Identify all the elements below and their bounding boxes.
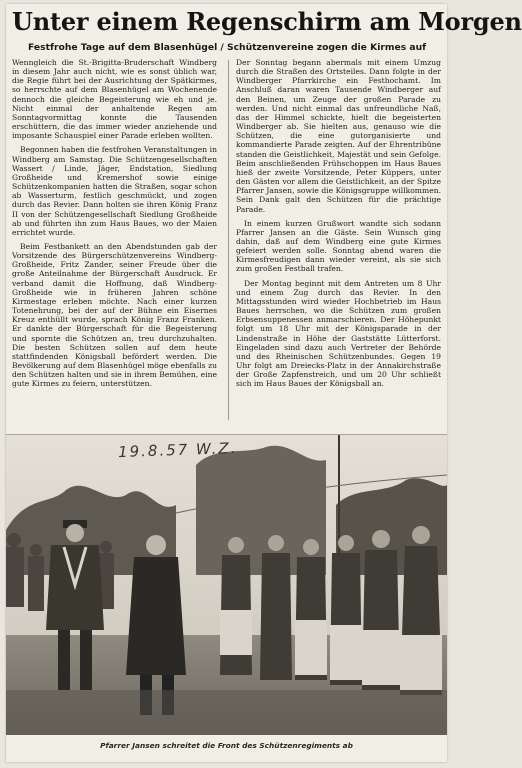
article-column-left	[12, 58, 217, 393]
paragraph: Begonnen haben die festfrohen Veranstaltungen in Windberg am Samstag. Die Schützengesellschaften Wassert / Linde, Jäger, Endstation, Siedlung Großheide und Kremershof sowie einige Schützenkompanien hatten die Straßen, sogar schon ab Wasserturm, festlich geschmückt, und zogen durch das Revier. Dann holten sie ihren König Franz II von der Schützengesellschaft Siedlung Großheide ab und führten ihn zum Haus Baues, wo der Maien errichtet wurde.	[12, 145, 217, 237]
paragraph: Wenngleich die St.-Brigitta-Bruderschaft Windberg in diesem Jahr auch nicht, wie es sonst üblich war, die Regie führt bei der Ausrichtung der Spätkirmes, so herrschte auf dem Blasenhügel am Wochenende dennoch die gleiche Begeisterung wie eh und je. Nicht einmal der anhaltende Regen am Sonntagvormittag konnte die Tausenden erschüttern, die das immer wieder anziehende und imposante Schauspiel einer Parade erleben wollten.	[12, 58, 217, 141]
paragraph: In einem kurzen Grußwort wandte sich sodann Pfarrer Jansen an die Gäste. Sein Wunsch ging dahin, daß auf dem Windberg eine gute Kirmes gefeiert werden solle. Sonntag abend waren die Kirmesfreudigen dann wieder vereint, als sie sich zum großen Festball trafen.	[236, 218, 441, 274]
column-divider	[228, 60, 229, 420]
article-subheadline: Festfrohe Tage auf dem Blasenhügel / Schützenvereine zogen die Kirmes auf	[28, 42, 427, 53]
paragraph: Beim Festbankett an den Abendstunden gab der Vorsitzende des Bürgerschützenvereins Windberg-Großheide, Fritz Zander, seiner Freude über die große Anteilnahme der Bürgerschaft Ausdruck. Er verband damit die Hoffnung, daß Windberg-Großheide wie in früheren Jahren schöne Kirmestage erleben möchte. Nach einer kurzen Totenehrung, bei der auf der Bühne ein Eisernes Kreuz enthüllt wurde, sprach König Franz Franken. Er dankte der Bürgerschaft für die Begeisterung und spornte die Schützen an, treu durchzuhalten. Die besten Schützen sollen auf dem heute stattfindenden Königsball befördert werden. Die Bevölkerung auf dem Blasenhügel möge ebenfalls zu den Schützen halten und sie in ihrem Bemühen, eine gute Kirmes zu feiern, unterstützen.	[12, 241, 217, 389]
handwritten-date-note: 19.8.57 W.Z.	[117, 438, 238, 462]
newspaper-clipping	[6, 4, 522, 762]
article-column-right	[236, 58, 441, 393]
parade-photo	[6, 434, 447, 735]
paragraph: Der Montag beginnt mit dem Antreten um 8 Uhr und einem Zug durch das Revier. In den Mittagsstunden wird wieder Hochbetrieb im Haus Baues herrschen, wo die Schützen zum großen Erbsensuppenessen anmarschieren. Der Höhepunkt folgt um 18 Uhr mit der Königsparade in der Lindenstraße in Höhe der Gaststätte Lütterforst. Eingeladen sind dazu auch Vertreter der Behörde und des Rheinischen Schützenbundes. Gegen 19 Uhr folgt am Dreiecks-Platz in der Annakirchstraße der Große Zapfenstreich, und um 20 Uhr schließt sich im Haus Baues der Königsball an.	[236, 278, 441, 389]
paragraph: Der Sonntag begann abermals mit einem Umzug durch die Straßen des Ortsteiles. Dann folgte in der Windberger Pfarrkirche ein Festhochamt. Im Anschluß daran waren Tausende Windberger auf den Beinen, um Zeuge der großen Parade zu werden. Und nicht einmal das unfreundliche Naß, das der Himmel schickte, hielt die begeisterten Windberger ab. Sie hielten aus, genauso wie die Schützen, die eine gutorganisierte und kommandierte Parade zeigten. Auf der Ehrentribüne standen die Geistlichkeit, Majestät und sein Gefolge. Beim anschließenden Frühschoppen im Haus Baues hieß der zweite Vorsitzende, Peter Küppers, unter den Gästen vor allem die Geistlichkeit, an der Spitze Pfarrer Jansen, sowie die Königsgruppe willkommen. Sein Dank galt den Schützen für die prächtige Parade.	[236, 58, 441, 214]
photo-caption: Pfarrer Jansen schreitet die Front des Schützenregiments ab	[100, 741, 353, 750]
parade-photo-image	[6, 435, 447, 735]
article-headline: Unter einem Regenschirm am Morgen	[12, 7, 522, 36]
